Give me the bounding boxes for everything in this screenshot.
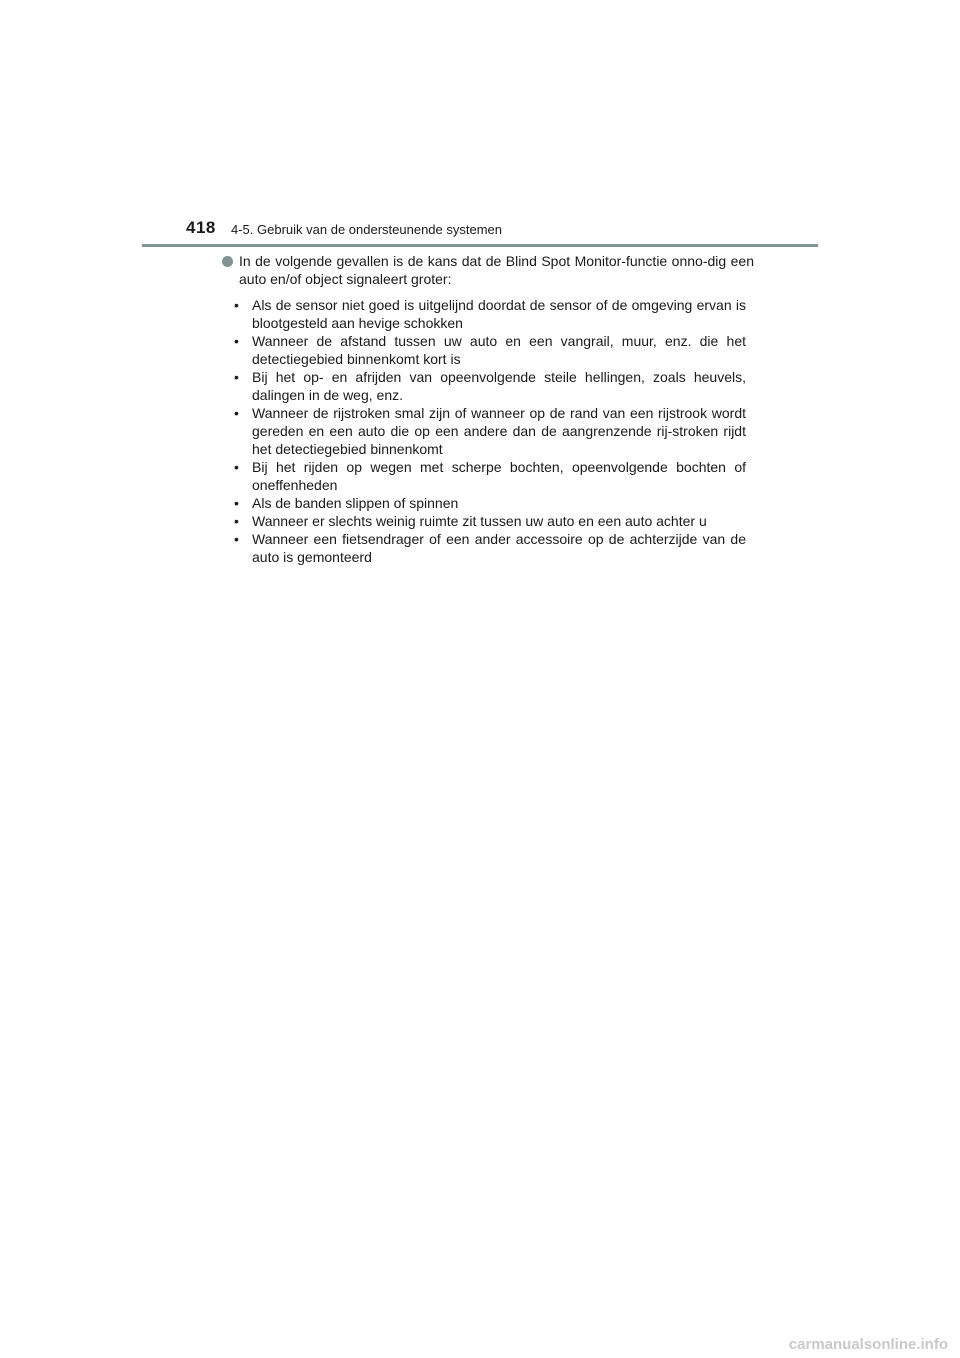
list-bullet: •	[234, 459, 239, 475]
section-title: 4-5. Gebruik van de ondersteunende systemen	[231, 222, 503, 237]
watermark-link[interactable]: carmanualsonline.info	[788, 1336, 948, 1353]
list-item	[234, 296, 746, 332]
list-item-text: Als de sensor niet goed is uitgelijnd doordat de sensor of de omgeving ervan is blootgesteld aan hevige schokken	[252, 297, 746, 331]
list-item-text: Wanneer er slechts weinig ruimte zit tussen uw auto en een auto achter u	[252, 513, 707, 529]
list-item-text: Wanneer de afstand tussen uw auto en een vangrail, muur, enz. die het detectiegebied binnenkomt kort is	[252, 333, 746, 367]
intro-text: In de volgende gevallen is de kans dat de Blind Spot Monitor-functie onno-dig een auto en/of object signaleert groter:	[239, 253, 754, 287]
intro-paragraph	[222, 252, 754, 288]
conditions-list	[234, 296, 746, 566]
header-rule	[142, 244, 818, 247]
list-bullet: •	[234, 495, 239, 511]
list-item	[234, 404, 746, 458]
page-number: 418	[186, 218, 216, 237]
list-bullet: •	[234, 333, 239, 349]
list-bullet: •	[234, 297, 239, 313]
list-item	[234, 512, 746, 530]
list-item-text: Wanneer een fietsendrager of een ander accessoire op de achterzijde van de auto is gemonteerd	[252, 531, 746, 565]
list-item	[234, 494, 746, 512]
list-item-text: Bij het op- en afrijden van opeenvolgende steile hellingen, zoals heuvels, dalingen in de weg, enz.	[252, 369, 746, 403]
list-bullet: •	[234, 369, 239, 385]
list-item	[234, 368, 746, 404]
list-item	[234, 332, 746, 368]
bullet-dot-icon	[222, 256, 233, 267]
list-bullet: •	[234, 405, 239, 421]
list-item-text: Als de banden slippen of spinnen	[252, 495, 459, 511]
list-item	[234, 530, 746, 566]
list-item-text: Wanneer de rijstroken smal zijn of wanneer op de rand van een rijstrook wordt gereden en een auto die op een andere dan de aangrenzende rij-stroken rijdt het detectiegebied binnenkomt	[252, 405, 746, 457]
list-item	[234, 458, 746, 494]
list-item-text: Bij het rijden op wegen met scherpe bochten, opeenvolgende bochten of oneffenheden	[252, 459, 746, 493]
list-bullet: •	[234, 531, 239, 547]
list-bullet: •	[234, 513, 239, 529]
